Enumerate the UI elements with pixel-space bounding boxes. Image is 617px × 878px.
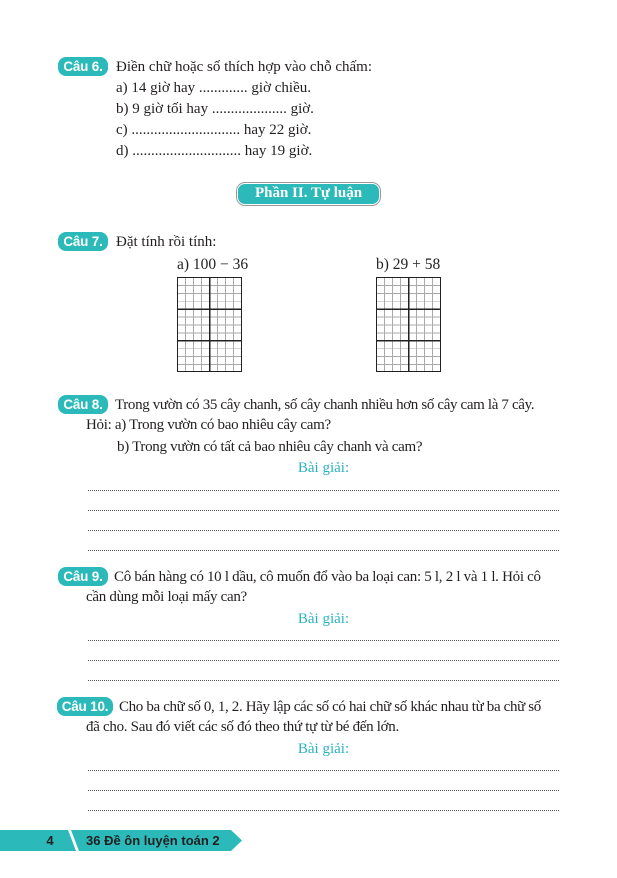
question-6-badge: Câu 6. (58, 57, 108, 76)
answer-line[interactable] (88, 770, 559, 771)
question-7-expression-b: b) 29 + 58 (376, 256, 441, 273)
question-8-solution-label: Bài giải: (297, 460, 350, 476)
question-6-item-c: c) ............................. hay 22 giờ. (116, 122, 312, 138)
question-9-solution-label: Bài giải: (297, 611, 350, 627)
calculation-grid-a[interactable] (177, 277, 242, 372)
answer-line[interactable] (88, 810, 559, 811)
question-8-line-2: Hỏi: a) Trong vườn có bao nhiêu cây cam? (86, 417, 331, 433)
question-7-expression-a: a) 100 − 36 (177, 256, 249, 273)
answer-line[interactable] (88, 790, 559, 791)
book-title: 36 Đề ôn luyện toán 2 (86, 833, 220, 848)
question-6-item-b: b) 9 giờ tối hay .................... giờ. (116, 101, 314, 117)
question-7-badge: Câu 7. (58, 232, 108, 251)
question-8-badge: Câu 8. (58, 395, 108, 414)
answer-line[interactable] (88, 550, 559, 551)
answer-line[interactable] (88, 510, 559, 511)
question-8-line-1: Trong vườn có 35 cây chanh, số cây chanh nhiều hơn số cây cam là 7 cây. (115, 397, 535, 413)
question-10-line-1: Cho ba chữ số 0, 1, 2. Hãy lập các số có hai chữ số khác nhau từ ba chữ số (119, 699, 541, 715)
answer-line[interactable] (88, 660, 559, 661)
question-8-line-3: b) Trong vườn có tất cả bao nhiêu cây chanh và cam? (117, 439, 423, 455)
question-10-solution-label: Bài giải: (297, 741, 350, 757)
answer-line[interactable] (88, 680, 559, 681)
question-9-line-1: Cô bán hàng có 10 l dầu, cô muốn đổ vào ba loại can: 5 l, 2 l và 1 l. Hỏi cô (114, 569, 541, 585)
question-9-line-2: cần dùng mỗi loại mấy can? (86, 589, 247, 605)
section-title: Phần II. Tự luận (238, 184, 379, 204)
answer-line[interactable] (88, 490, 559, 491)
question-10-badge: Câu 10. (57, 697, 113, 716)
answer-line[interactable] (88, 530, 559, 531)
question-6-prompt: Điền chữ hoặc số thích hợp vào chỗ chấm: (116, 59, 372, 75)
calculation-grid-b[interactable] (376, 277, 441, 372)
question-10-line-2: đã cho. Sau đó viết các số đó theo thứ tự từ bé đến lớn. (86, 719, 399, 735)
question-6-item-d: d) ............................. hay 19 giờ. (116, 143, 313, 159)
section-header (236, 182, 381, 206)
question-6-item-a: a) 14 giờ hay ............. giờ chiều. (116, 80, 311, 96)
question-9-badge: Câu 9. (58, 567, 108, 586)
answer-line[interactable] (88, 640, 559, 641)
question-7-prompt: Đặt tính rồi tính: (116, 234, 217, 250)
page-number: 4 (46, 833, 54, 848)
